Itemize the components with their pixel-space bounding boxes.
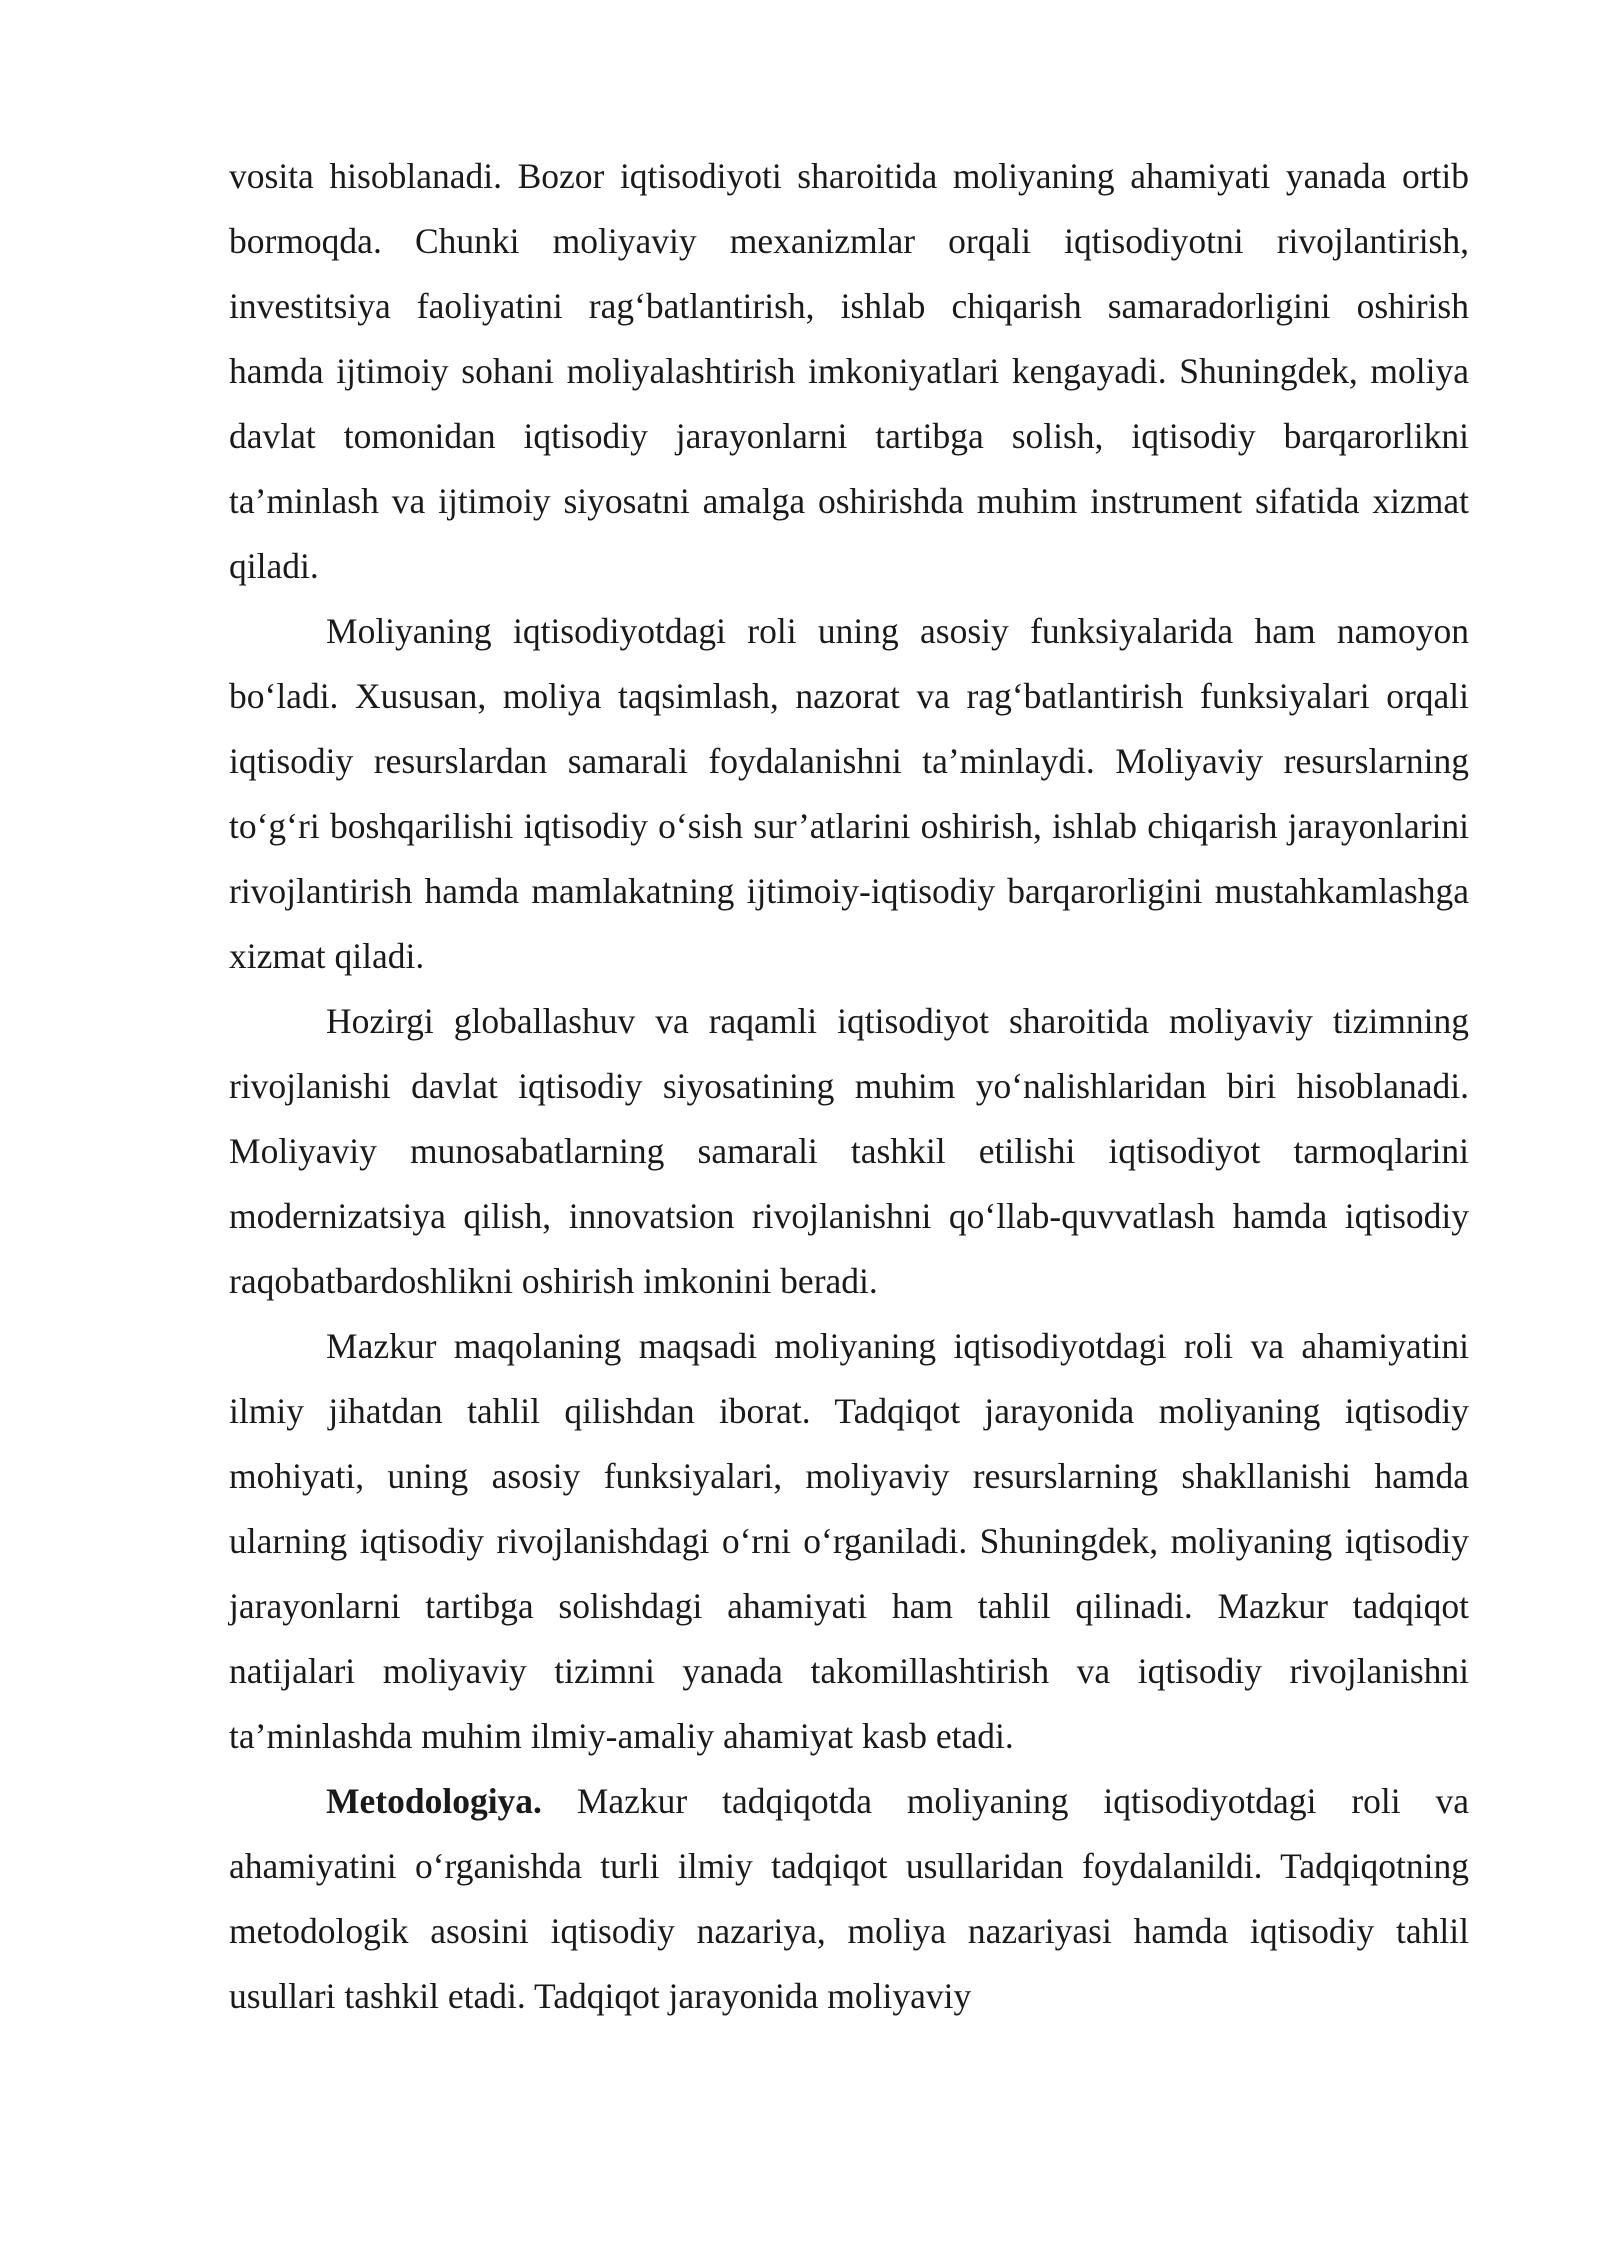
section-heading: Metodologiya.	[326, 1781, 542, 1821]
paragraph-3	[229, 1314, 1469, 1769]
paragraph-text: vosita hisoblanadi. Bozor iqtisodiyoti sharoitida moliyaning ahamiyati yanada ortib bormoqda. Chunki moliyaviy mexanizmlar orqali iqtisodiyotni rivojlantirish, investitsiya faoliyatini rag‘batlantirish, ishlab chiqarish samaradorligini oshirish hamda ijtimoiy sohani moliyalashtirish imkoniyatlari kengayadi. Shuningdek, moliya davlat tomonidan iqtisodiy jarayonlarni tartibga solish, iqtisodiy barqarorlikni ta’minlash va ijtimoiy siyosatni amalga oshirishda muhim instrument sifatida xizmat qiladi.	[229, 156, 1469, 586]
paragraph-0	[229, 144, 1469, 599]
paragraph-text: Moliyaning iqtisodiyotdagi roli uning asosiy funksiyalarida ham namoyon bo‘ladi. Xususan, moliya taqsimlash, nazorat va rag‘batlantirish funksiyalari orqali iqtisodiy resurslardan samarali foydalanishni ta’minlaydi. Moliyaviy resurslarning to‘g‘ri boshqarilishi iqtisodiy o‘sish sur’atlarini oshirish, ishlab chiqarish jarayonlarini rivojlantirish hamda mamlakatning ijtimoiy-iqtisodiy barqarorligini mustahkamlashga xizmat qiladi.	[229, 611, 1469, 976]
paragraph-1	[229, 599, 1469, 989]
paragraph-text: Mazkur maqolaning maqsadi moliyaning iqtisodiyotdagi roli va ahamiyatini ilmiy jihatdan tahlil qilishdan iborat. Tadqiqot jarayonida moliyaning iqtisodiy mohiyati, uning asosiy funksiyalari, moliyaviy resurslarning shakllanishi hamda ularning iqtisodiy rivojlanishdagi o‘rni o‘rganiladi. Shuningdek, moliyaning iqtisodiy jarayonlarni tartibga solishdagi ahamiyati ham tahlil qilinadi. Mazkur tadqiqot natijalari moliyaviy tizimni yanada takomillashtirish va iqtisodiy rivojlanishni ta’minlashda muhim ilmiy-amaliy ahamiyat kasb etadi.	[229, 1326, 1469, 1756]
paragraph-2	[229, 989, 1469, 1314]
paragraph-text: Mazkur tadqiqotda moliyaning iqtisodiyotdagi roli va ahamiyatini o‘rganishda turli ilmiy tadqiqot usullaridan foydalanildi. Tadqiqotning metodologik asosini iqtisodiy nazariya, moliya nazariyasi hamda iqtisodiy tahlil usullari tashkil etadi. Tadqiqot jarayonida moliyaviy	[229, 1781, 1469, 2016]
body-text	[229, 144, 1469, 2029]
paragraph-text: Hozirgi globallashuv va raqamli iqtisodiyot sharoitida moliyaviy tizimning rivojlanishi davlat iqtisodiy siyosatining muhim yo‘nalishlaridan biri hisoblanadi. Moliyaviy munosabatlarning samarali tashkil etilishi iqtisodiyot tarmoqlarini modernizatsiya qilish, innovatsion rivojlanishni qo‘llab-quvvatlash hamda iqtisodiy raqobatbardoshlikni oshirish imkonini beradi.	[229, 1001, 1469, 1301]
paragraph-4-methodology	[229, 1769, 1469, 2029]
